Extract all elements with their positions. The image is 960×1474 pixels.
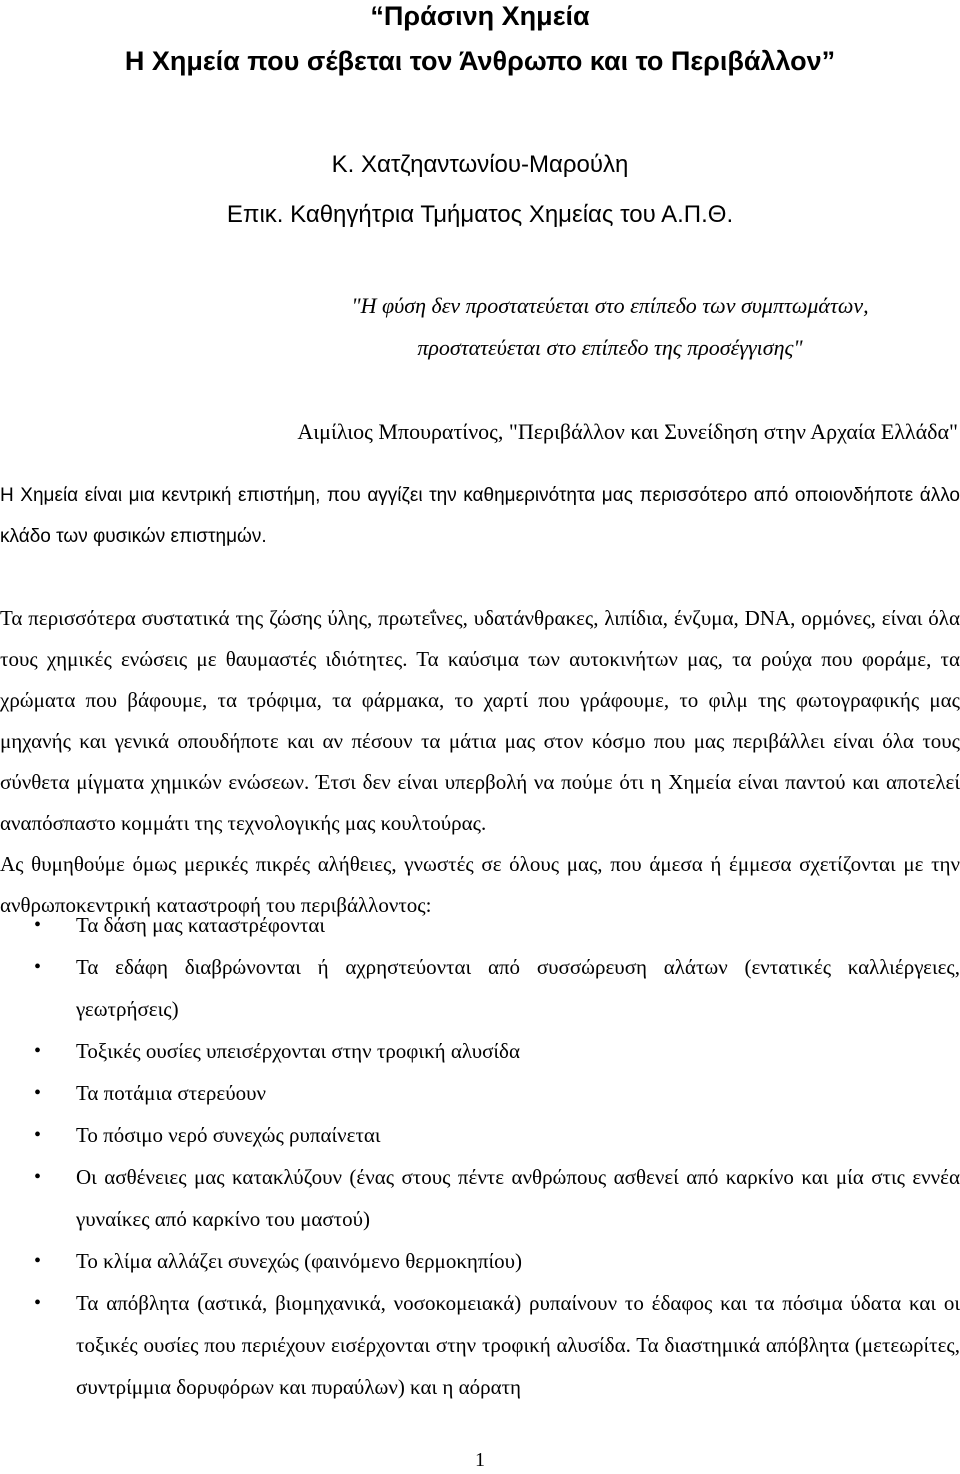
document-subtitle: Η Χημεία που σέβεται τον Άνθρωπο και το Περιβάλλον” <box>124 46 836 76</box>
bullet-icon: • <box>34 914 42 936</box>
list-item <box>0 1240 960 1282</box>
list-item <box>0 1156 960 1240</box>
page-number: 1 <box>475 1449 485 1471</box>
list-item-text: Τα απόβλητα (αστικά, βιομηχανικά, νοσοκομειακά) ρυπαίνουν το έδαφος και τα πόσιμα ύδατα και οι τοξικές ουσίες που περιέχουν εισέρχονται στην τροφική αλυσίδα. Τα διαστημικά απόβλητα (μετεωρίτες, συντρίμμια δορυφόρων και πυραύλων) και η αόρατη <box>76 1291 960 1399</box>
paragraph-1: Η Χημεία είναι μια κεντρική επιστήμη, που αγγίζει την καθημερινότητα μας περισσότερο από οποιονδήποτε άλλο κλάδο των φυσικών επιστημών. <box>0 485 960 547</box>
paragraph-3: Ας θυμηθούμε όμως μερικές πικρές αλήθειες, γνωστές σε όλους μας, που άμεσα ή έμμεσα σχετίζονται με την ανθρωποκεντρική καταστροφή του περιβάλλοντος: <box>0 852 960 917</box>
bullet-icon: • <box>34 1124 42 1146</box>
bullet-icon: • <box>34 956 42 978</box>
epigraph-line-1: "Η φύση δεν προστατεύεται στο επίπεδο των συμπτωμάτων, <box>351 293 869 318</box>
author-name: Κ. Χατζηαντωνίου-Μαρούλη <box>331 151 629 178</box>
bullet-list <box>0 904 960 1408</box>
paragraph-2: Τα περισσότερα συστατικά της ζώσης ύλης, πρωτεΐνες, υδατάνθρακες, λιπίδια, ένζυμα, DNA, ορμόνες, είναι όλα τους χημικές ενώσεις με θαυμαστές ιδιότητες. Τα καύσιμα των αυτοκινήτων μας, τα ρούχα που φοράμε, τα χρώματα που βάφουμε, τα τρόφιμα, τα φάρμακα, το χαρτί που γράφουμε, το φιλμ της φωτογραφικής μας μηχανής και γενικά οπουδήποτε και αν πέσουν τα μάτια μας στον κόσμο που μας περιβάλλει είναι όλα τους σύνθετα μίγματα χημικών ενώσεων. Έτσι δεν είναι υπερβολή να πούμε ότι η Χημεία είναι παντού και αποτελεί αναπόσπαστο κομμάτι της τεχνολογικής μας κουλτούρας. <box>0 606 960 835</box>
list-item <box>0 1072 960 1114</box>
list-item-text: Τα ποτάμια στερεύουν <box>76 1081 267 1105</box>
bullet-icon: • <box>34 1292 42 1314</box>
list-item-text: Τοξικές ουσίες υπεισέρχονται στην τροφική αλυσίδα <box>76 1039 520 1063</box>
bullet-icon: • <box>34 1040 42 1062</box>
list-item <box>0 904 960 946</box>
list-item <box>0 1114 960 1156</box>
epigraph-attribution: Αιμίλιος Μπουρατίνος, "Περιβάλλον και Συνείδηση στην Αρχαία Ελλάδα" <box>297 419 958 444</box>
list-item-text: Το κλίμα αλλάζει συνεχώς (φαινόμενο θερμοκηπίου) <box>76 1249 523 1273</box>
list-item <box>0 946 960 1030</box>
bullet-icon: • <box>34 1082 42 1104</box>
bullet-icon: • <box>34 1250 42 1272</box>
list-item-text: Οι ασθένειες μας κατακλύζουν (ένας στους πέντε ανθρώπους ασθενεί από καρκίνο και μία στις εννέα γυναίκες από καρκίνο του μαστού) <box>76 1165 960 1231</box>
list-item-text: Το πόσιμο νερό συνεχώς ρυπαίνεται <box>76 1123 381 1147</box>
author-position: Επικ. Καθηγήτρια Τμήματος Χημείας του Α.Π.Θ. <box>226 201 734 228</box>
intro-paragraph-block <box>0 475 960 557</box>
list-item <box>0 1282 960 1408</box>
list-item-text: Τα εδάφη διαβρώνονται ή αχρηστεύονται από συσσώρευση αλάτων (εντατικές καλλιέργειες, γεωτρήσεις) <box>76 955 960 1021</box>
body-paragraph-block <box>0 598 960 926</box>
list-item <box>0 1030 960 1072</box>
list-item-text: Τα δάση μας καταστρέφονται <box>76 913 326 937</box>
epigraph-line-2: προστατεύεται στο επίπεδο της προσέγγισης" <box>417 335 803 360</box>
bullet-icon: • <box>34 1166 42 1188</box>
document-title: “Πράσινη Χημεία <box>370 1 590 31</box>
